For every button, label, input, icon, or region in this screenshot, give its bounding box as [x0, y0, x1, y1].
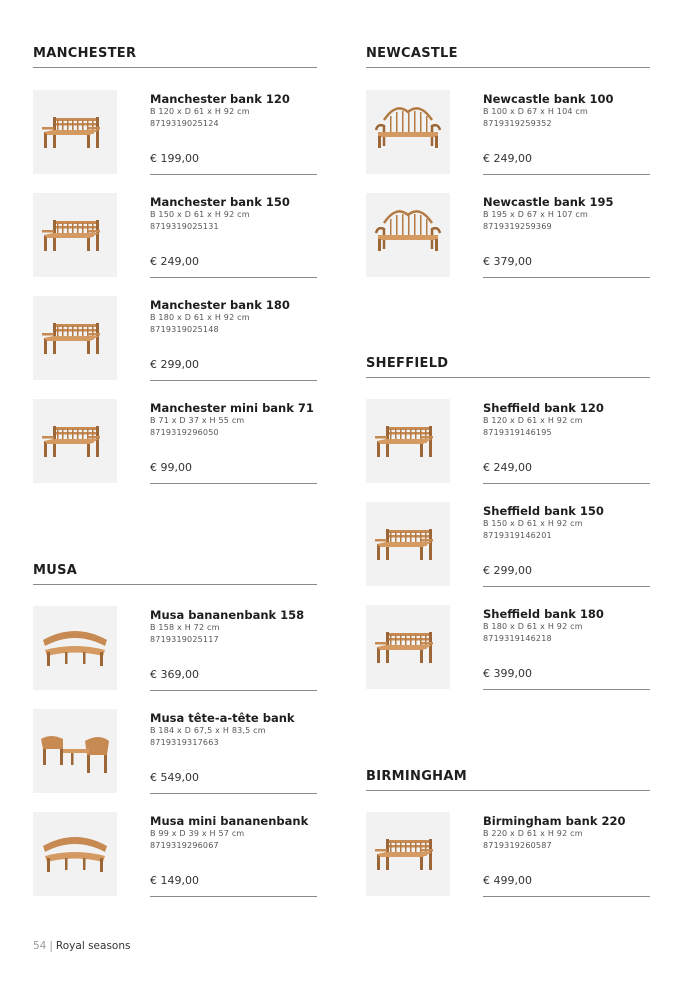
product-name: Manchester bank 150	[150, 195, 290, 209]
product-card[interactable]	[366, 812, 650, 896]
product-ean: 8719319146218	[483, 634, 552, 643]
product-price: € 249,00	[483, 152, 532, 165]
product-price: € 369,00	[150, 668, 199, 681]
product-dimensions: B 150 x D 61 x H 92 cm	[483, 519, 583, 528]
footer-separator: |	[49, 940, 53, 952]
product-price: € 379,00	[483, 255, 532, 268]
product-card[interactable]	[33, 812, 317, 896]
product-info	[483, 401, 650, 484]
product-dimensions: B 180 x D 61 x H 92 cm	[150, 313, 250, 322]
product-name: Newcastle bank 195	[483, 195, 614, 209]
product-price: € 99,00	[150, 461, 192, 474]
section-title: BIRMINGHAM	[366, 769, 650, 791]
product-price: € 299,00	[150, 358, 199, 371]
banana-bench-icon	[33, 812, 117, 896]
section-musa	[33, 563, 317, 887]
product-info	[150, 814, 317, 897]
product-ean: 8719319025148	[150, 325, 219, 334]
lutyens-bench-icon	[366, 90, 450, 174]
product-name: Birmingham bank 220	[483, 814, 626, 828]
product-price: € 199,00	[150, 152, 199, 165]
product-dimensions: B 99 x D 39 x H 57 cm	[150, 829, 245, 838]
product-info	[483, 195, 650, 278]
product-dimensions: B 158 x H 72 cm	[150, 623, 220, 632]
section-title: SHEFFIELD	[366, 356, 650, 378]
product-name: Newcastle bank 100	[483, 92, 614, 106]
product-dimensions: B 120 x D 61 x H 92 cm	[150, 107, 250, 116]
product-ean: 8719319146201	[483, 531, 552, 540]
product-name: Manchester bank 180	[150, 298, 290, 312]
product-card[interactable]	[33, 90, 317, 174]
product-name: Manchester bank 120	[150, 92, 290, 106]
section-sheffield	[366, 356, 650, 680]
product-card[interactable]	[366, 605, 650, 689]
tete-a-tete-bench-icon	[33, 709, 117, 793]
product-info	[483, 814, 650, 897]
product-ean: 8719319260587	[483, 841, 552, 850]
product-info	[150, 608, 317, 691]
section-newcastle	[366, 46, 650, 268]
product-price: € 299,00	[483, 564, 532, 577]
section-manchester	[33, 46, 317, 474]
section-title: MUSA	[33, 563, 317, 585]
product-name: Sheffield bank 150	[483, 504, 604, 518]
product-price: € 249,00	[150, 255, 199, 268]
product-price: € 399,00	[483, 667, 532, 680]
product-ean: 8719319259352	[483, 119, 552, 128]
product-dimensions: B 184 x D 67,5 x H 83,5 cm	[150, 726, 266, 735]
product-card[interactable]	[33, 193, 317, 277]
product-dimensions: B 150 x D 61 x H 92 cm	[150, 210, 250, 219]
product-card[interactable]	[366, 502, 650, 586]
page-footer	[33, 940, 130, 952]
product-ean: 8719319025131	[150, 222, 219, 231]
product-info	[483, 607, 650, 690]
bench-icon	[33, 399, 117, 483]
product-name: Sheffield bank 180	[483, 607, 604, 621]
product-name: Musa mini bananenbank	[150, 814, 309, 828]
product-price: € 249,00	[483, 461, 532, 474]
bench-icon	[366, 502, 450, 586]
section-title: NEWCASTLE	[366, 46, 650, 68]
product-ean: 8719319296067	[150, 841, 219, 850]
product-ean: 8719319025124	[150, 119, 219, 128]
section-title: MANCHESTER	[33, 46, 317, 68]
product-dimensions: B 71 x D 37 x H 55 cm	[150, 416, 245, 425]
product-dimensions: B 180 x D 61 x H 92 cm	[483, 622, 583, 631]
product-dimensions: B 120 x D 61 x H 92 cm	[483, 416, 583, 425]
bench-icon	[366, 399, 450, 483]
product-info	[150, 401, 317, 484]
product-card[interactable]	[366, 399, 650, 483]
product-info	[150, 92, 317, 175]
product-name: Manchester mini bank 71	[150, 401, 314, 415]
product-card[interactable]	[366, 193, 650, 277]
product-info	[483, 504, 650, 587]
lutyens-bench-icon	[366, 193, 450, 277]
product-ean: 8719319317663	[150, 738, 219, 747]
product-name: Sheffield bank 120	[483, 401, 604, 415]
product-price: € 549,00	[150, 771, 199, 784]
product-card[interactable]	[33, 709, 317, 793]
product-info	[483, 92, 650, 175]
product-card[interactable]	[33, 606, 317, 690]
product-card[interactable]	[33, 296, 317, 380]
page-number: 54	[33, 940, 47, 952]
product-card[interactable]	[366, 90, 650, 174]
bench-icon	[33, 193, 117, 277]
product-dimensions: B 100 x D 67 x H 104 cm	[483, 107, 588, 116]
product-name: Musa tête-a-tête bank	[150, 711, 295, 725]
product-info	[150, 711, 317, 794]
product-price: € 149,00	[150, 874, 199, 887]
product-ean: 8719319146195	[483, 428, 552, 437]
section-birmingham	[366, 769, 650, 887]
product-dimensions: B 195 x D 67 x H 107 cm	[483, 210, 588, 219]
product-ean: 8719319296050	[150, 428, 219, 437]
bench-icon	[366, 605, 450, 689]
product-ean: 8719319025117	[150, 635, 219, 644]
product-price: € 499,00	[483, 874, 532, 887]
brand-name: Royal seasons	[55, 940, 131, 952]
product-info	[150, 195, 317, 278]
product-ean: 8719319259369	[483, 222, 552, 231]
banana-bench-icon	[33, 606, 117, 690]
product-name: Musa bananenbank 158	[150, 608, 305, 622]
product-dimensions: B 220 x D 61 x H 92 cm	[483, 829, 583, 838]
product-info	[150, 298, 317, 381]
product-card[interactable]	[33, 399, 317, 483]
bench-icon	[366, 812, 450, 896]
bench-icon	[33, 296, 117, 380]
bench-icon	[33, 90, 117, 174]
